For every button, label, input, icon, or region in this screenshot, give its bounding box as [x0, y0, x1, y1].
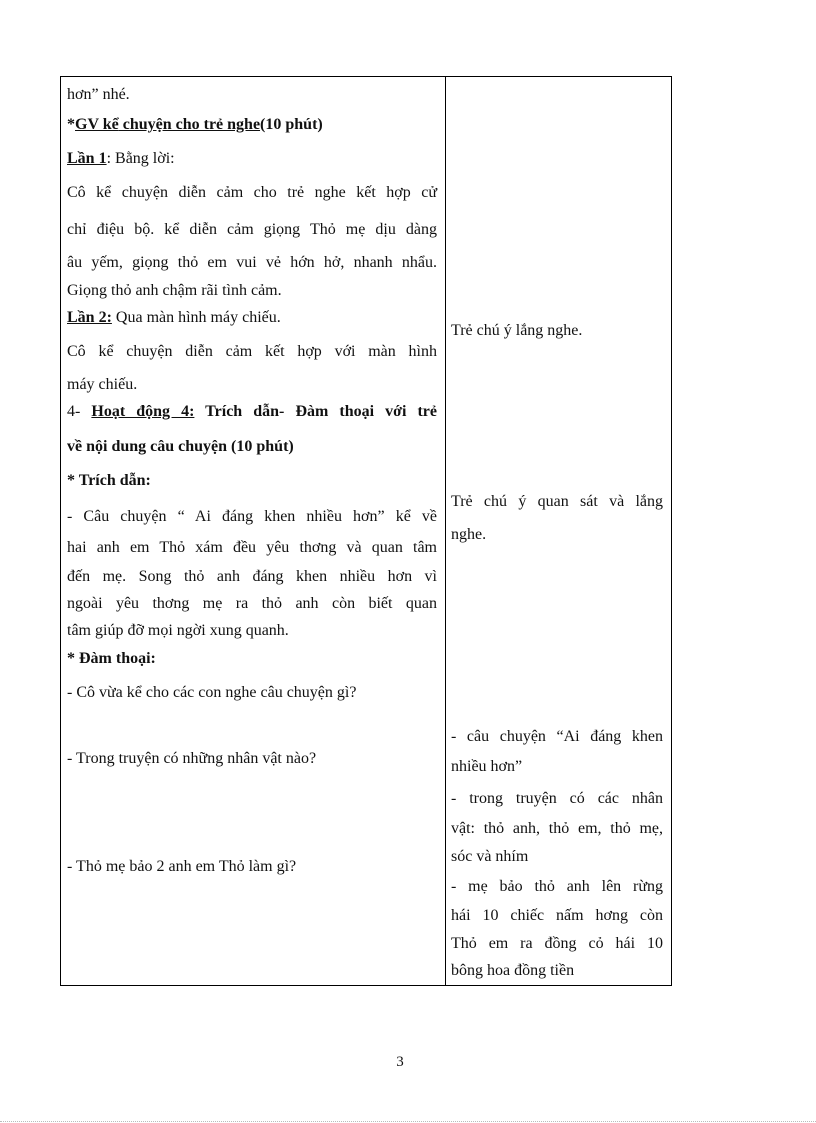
page-bottom-divider [0, 1121, 816, 1122]
right-line-2: Trẻ chú ý quan sát và lắng [451, 493, 663, 510]
left-question-2: - Trong truyện có những nhân vật nào? [67, 750, 317, 767]
lan-2-label: Lần 2: [67, 309, 112, 326]
left-line-9: Cô kể chuyện diễn cảm kết hợp với màn hình [67, 343, 437, 360]
page-number: 3 [396, 1054, 404, 1070]
left-line-10: máy chiếu. [67, 376, 138, 393]
lesson-plan-table [60, 76, 672, 986]
right-line-8: sóc và nhím [451, 848, 529, 865]
left-line-14: - Câu chuyện “ Ai đáng khen nhiều hơn” kể về [67, 508, 437, 525]
right-line-5: nhiều hơn” [451, 758, 523, 775]
right-line-3: nghe. [451, 526, 487, 543]
lan-2-text: Qua màn hình máy chiếu. [111, 309, 281, 326]
left-lan-2 [67, 308, 281, 328]
heading-duration: (10 phút) [260, 116, 323, 133]
right-line-9: - mẹ bảo thỏ anh lên rừng [451, 878, 663, 895]
left-trich-dan-heading: * Trích dẫn: [67, 472, 151, 489]
left-line-16: đến mẹ. Song thỏ anh đáng khen nhiều hơn vì [67, 568, 437, 585]
left-line-1: hơn” nhé. [67, 86, 130, 103]
activity-number: 4- [67, 403, 92, 420]
lan-1-label: Lần 1 [67, 150, 107, 167]
left-line-4: Cô kể chuyện diễn cảm cho trẻ nghe kết hợp cử [67, 184, 437, 201]
heading-star: * [67, 116, 75, 133]
heading-chuyen: chuyện cho trẻ nghe [118, 116, 261, 133]
right-line-10: hái 10 chiếc nấm hơng còn [451, 907, 663, 924]
left-line-17: ngoài yêu thơng mẹ ra thỏ anh còn biết quan [67, 595, 437, 612]
activity-title: Trích dẫn- Đàm thoại với trẻ [194, 403, 437, 420]
right-line-4: - câu chuyện “Ai đáng khen [451, 728, 663, 745]
left-line-5: chỉ điệu bộ. kể diễn cảm giọng Thỏ mẹ dịu dàng [67, 221, 437, 238]
left-question-3: - Thỏ mẹ bảo 2 anh em Thỏ làm gì? [67, 858, 297, 875]
right-line-6: - trong truyện có các nhân [451, 790, 663, 807]
lan-1-text: : Bằng lời: [106, 150, 175, 167]
heading-gv-ke: GV kể [75, 116, 119, 133]
left-line-18: tâm giúp đỡ mọi ngời xung quanh. [67, 622, 289, 639]
activity-label: Hoạt động 4: [91, 403, 195, 420]
left-heading-storytelling [67, 115, 323, 135]
left-question-1: - Cô vừa kể cho các con nghe câu chuyện gì? [67, 684, 357, 701]
left-dam-thoai-heading: * Đàm thoại: [67, 650, 156, 667]
left-line-12: về nội dung câu chuyện (10 phút) [67, 438, 294, 455]
left-line-7: Giọng thỏ anh chậm rãi tình cảm. [67, 282, 282, 299]
right-line-12: bông hoa đồng tiền [451, 962, 575, 979]
right-answer-1: Trẻ chú ý lắng nghe. [451, 322, 583, 339]
left-line-15: hai anh em Thỏ xám đều yêu thơng và quan tâm [67, 539, 437, 556]
right-line-7: vật: thỏ anh, thỏ em, thỏ mẹ, [451, 820, 663, 837]
left-activity-4 [67, 402, 437, 422]
column-divider [445, 77, 446, 985]
left-line-6: âu yếm, giọng thỏ em vui vẻ hớn hở, nhanh nhẩu. [67, 254, 437, 271]
right-line-11: Thỏ em ra đồng cỏ hái 10 [451, 935, 663, 952]
left-lan-1 [67, 149, 175, 169]
